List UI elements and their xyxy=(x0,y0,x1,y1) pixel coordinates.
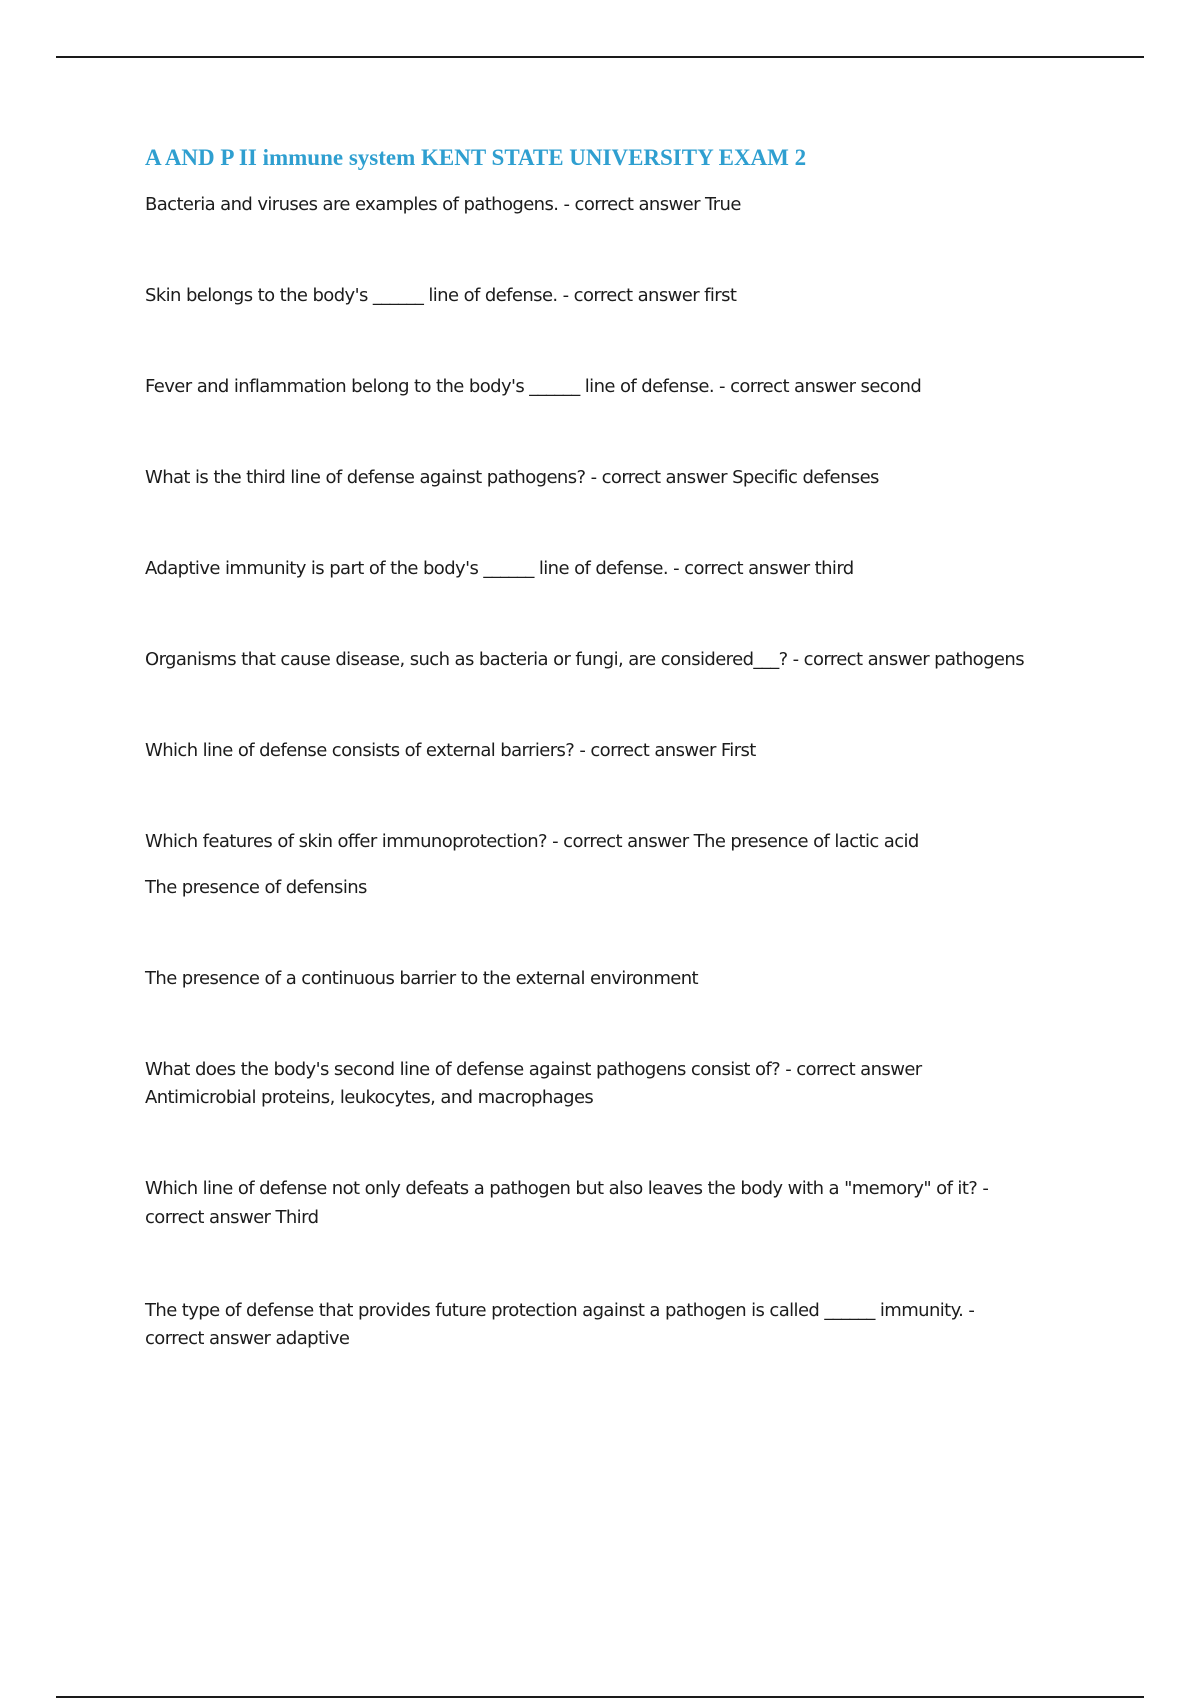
qa-line-1: Bacteria and viruses are examples of pathogens. - correct answer True xyxy=(145,194,741,215)
qa-line-15: The type of defense that provides future protection against a pathogen is called ______ immunity. - xyxy=(145,1300,975,1321)
qa-line-4: What is the third line of defense against pathogens? - correct answer Specific defenses xyxy=(145,467,879,488)
qa-line-6: Organisms that cause disease, such as bacteria or fungi, are considered___? - correct answer pathogens xyxy=(145,649,1024,670)
qa-line-5: Adaptive immunity is part of the body's ______ line of defense. - correct answer third xyxy=(145,558,854,579)
qa-line-11: What does the body's second line of defense against pathogens consist of? - correct answer xyxy=(145,1059,922,1080)
qa-line-12: Antimicrobial proteins, leukocytes, and macrophages xyxy=(145,1087,594,1108)
document-title: A AND P II immune system KENT STATE UNIVERSITY EXAM 2 xyxy=(145,145,807,170)
qa-line-3: Fever and inflammation belong to the body's ______ line of defense. - correct answer second xyxy=(145,376,922,397)
qa-line-2: Skin belongs to the body's ______ line of defense. - correct answer first xyxy=(145,285,737,306)
qa-line-16: correct answer adaptive xyxy=(145,1328,350,1349)
qa-line-7: Which line of defense consists of external barriers? - correct answer First xyxy=(145,740,756,761)
top-rule xyxy=(56,56,1144,58)
qa-line-10: The presence of a continuous barrier to the external environment xyxy=(145,968,699,989)
qa-line-13: Which line of defense not only defeats a pathogen but also leaves the body with a "memory" of it? - xyxy=(145,1178,989,1199)
bottom-rule xyxy=(56,1696,1144,1698)
qa-line-14: correct answer Third xyxy=(145,1207,319,1228)
qa-line-8: Which features of skin offer immunoprotection? - correct answer The presence of lactic acid xyxy=(145,831,919,852)
qa-line-9: The presence of defensins xyxy=(145,877,367,898)
